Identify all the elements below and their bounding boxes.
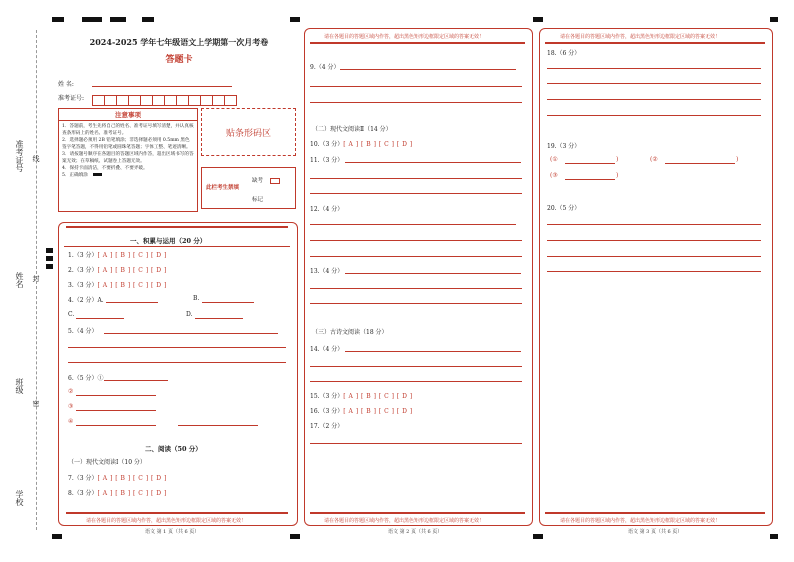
q13-line[interactable] [310,303,522,304]
q6-2-label: ② [68,388,74,395]
barcode-area-label: 贴条形码区 [225,128,271,139]
region-hint: 请在各题目的答题区域内作答，超出黑色矩形边框限定区域的答案无效！ [324,518,485,524]
q6-4-field[interactable] [76,425,156,426]
q14-label: 14.（4 分） [310,346,344,353]
q7-options[interactable]: [ A ] [ B ] [ C ] [ D ] [97,475,167,482]
section2-title: 二、阅读（50 分） [145,445,202,453]
q19-2-field[interactable] [665,163,735,164]
region-bar [310,42,525,44]
alignment-mark [770,17,778,22]
absent-warning: 此栏考生禁填 [206,185,240,191]
q17-label: 17.（2 分） [310,423,344,430]
q13-line[interactable] [345,273,521,274]
q6-4-label: ④ [68,418,74,425]
notice-item: 1．答题前，考生先将自己的姓名、准考证号填写清楚，并认真核查条形码上的姓名、准考证号。 [62,124,194,136]
q19-1-open: (① [550,156,558,163]
q10-options[interactable]: [ A ] [ B ] [ C ] [ D ] [343,141,413,148]
region-bar [310,512,525,514]
q12-line[interactable] [310,240,522,241]
exam-no-binding-label: 准考证号 [15,140,24,172]
q12-line[interactable] [310,224,516,225]
q12-label: 12.（4 分） [310,206,344,213]
q6-1-field[interactable] [104,380,168,381]
exam-title: 2024-2025 学年七年级语文上学期第一次月考卷 [89,37,269,47]
class-binding-label: 班级 [15,378,24,394]
alignment-mark [52,17,64,22]
q3-label: 3.（3 分） [68,282,98,289]
q20-line[interactable] [547,224,761,225]
notice-item: 2．选择题必须用 2B 铅笔填涂；非选择题必须用 0.5mm 黑色签字笔答题，不得用铅笔或圆珠笔答题；字体工整、笔迹清晰。 [62,138,191,150]
q20-line[interactable] [547,240,761,241]
q9-line[interactable] [310,102,522,103]
region-bar [66,512,288,514]
q4a-field[interactable] [106,302,158,303]
alignment-mark [290,534,300,539]
q4b-field[interactable] [202,302,254,303]
q2-label: 2.（3 分） [68,267,98,274]
q18-label: 18.（6 分） [547,50,581,57]
q19-3-field[interactable] [565,179,615,180]
region-bar [66,226,288,228]
q8-label: 8.（3 分） [68,490,98,497]
q6-3-field[interactable] [76,410,156,411]
q19-1-close: ) [616,156,619,163]
q8-row [68,488,167,497]
notice-title: 注意事项 [59,109,197,121]
q4d-field[interactable] [195,318,243,319]
region-hint: 请在各题目的答题区域内作答，超出黑色矩形边框限定区域的答案无效！ [324,34,485,40]
q8-options[interactable]: [ A ] [ B ] [ C ] [ D ] [97,490,167,497]
alignment-mark [46,256,53,261]
sheet-title: 答题卡 [165,55,193,65]
q19-1-field[interactable] [565,163,615,164]
q10-label: 10.（3 分） [310,141,344,148]
filled-example-icon [93,173,102,176]
region-bar [545,512,765,514]
reading3-subtitle: （三）古诗文阅读（18 分） [312,329,388,336]
q6-4-field-2[interactable] [178,425,258,426]
q5-line[interactable] [68,347,286,348]
q1-options[interactable]: [ A ] [ B ] [ C ] [ D ] [97,252,167,259]
q15-row [310,391,413,400]
page-footer: 语文 第 1 页（共 6 页） [145,529,200,535]
region-hint: 请在各题目的答题区域内作答，超出黑色矩形边框限定区域的答案无效！ [560,518,721,524]
seal-char-feng: 封 [32,275,40,282]
region-hint: 请在各题目的答题区域内作答，超出黑色矩形边框限定区域的答案无效！ [560,34,721,40]
q13-line[interactable] [310,288,522,289]
q5-label: 5.（4 分） [68,328,98,335]
q6-2-field[interactable] [76,395,156,396]
mark-label: 标记 [252,197,264,203]
barcode-area [201,108,296,156]
q13-label: 13.（4 分） [310,268,344,275]
page-footer: 语文 第 2 页（共 6 页） [388,529,443,535]
q3-row [68,280,167,289]
q10-row [310,139,413,148]
reading1-subtitle: （一）现代文阅读Ⅰ（10 分） [68,459,146,466]
q18-line[interactable] [547,115,761,116]
q19-3-open: (③ [550,172,558,179]
q19-label: 19.（3 分） [547,143,581,150]
q7-row [68,473,167,482]
q9-line[interactable] [310,86,522,87]
absent-box [201,167,296,209]
q4-label: 4.（2 分）A. [68,297,104,304]
q1-label: 1.（3 分） [68,252,98,259]
q2-row [68,265,167,274]
q2-options[interactable]: [ A ] [ B ] [ C ] [ D ] [97,267,167,274]
q11-label: 11.（3 分） [310,157,344,164]
notice-item: 5．正确填涂 [62,173,88,178]
q6-label: 6.（5 分）① [68,375,104,382]
q19-2-close: ) [736,156,739,163]
q4c-field[interactable] [76,318,124,319]
q11-line[interactable] [310,178,522,179]
q14-line[interactable] [310,381,522,382]
q5-line[interactable] [104,333,278,334]
q14-line[interactable] [310,366,522,367]
q14-line[interactable] [345,351,521,352]
q4b-label: B. [193,295,200,302]
q1-row [68,250,167,259]
divider [64,246,290,247]
name-binding-label: 姓名 [15,272,24,288]
school-binding-label: 学校 [15,490,24,506]
q5-line[interactable] [68,362,286,363]
q16-label: 16.（3 分） [310,408,344,415]
q7-label: 7.（3 分） [68,475,98,482]
q11-line[interactable] [310,193,522,194]
q16-options[interactable]: [ A ] [ B ] [ C ] [ D ] [343,408,413,415]
exam-no-label: 准考证号: [58,95,85,102]
reading2-subtitle: （二）现代文阅读Ⅱ（14 分） [312,126,392,133]
q20-line[interactable] [547,256,761,257]
alignment-mark [82,17,102,22]
notice-box [58,108,198,212]
q16-row [310,406,413,415]
page-footer: 语文 第 3 页（共 6 页） [628,529,683,535]
q18-line[interactable] [547,99,761,100]
q6-3-label: ③ [68,403,74,410]
q4c-label: C. [68,311,75,318]
alignment-mark [533,17,543,22]
region-hint: 请在各题目的答题区域内作答，超出黑色矩形边框限定区域的答案无效！ [86,518,247,524]
q17-line[interactable] [310,443,522,444]
alignment-mark [770,534,778,539]
section1-title: 一、积累与运用（20 分） [130,237,207,245]
q18-line[interactable] [547,83,761,84]
answer-region-3 [539,28,773,526]
q15-label: 15.（3 分） [310,393,344,400]
name-label: 姓 名: [58,81,74,88]
q20-line[interactable] [547,271,761,272]
q15-options[interactable]: [ A ] [ B ] [ C ] [ D ] [343,393,413,400]
q12-line[interactable] [310,256,522,257]
q4d-label: D. [186,311,193,318]
q20-label: 20.（5 分） [547,205,581,212]
absent-label: 缺考 [252,178,264,184]
region-bar [545,42,765,44]
q19-3-close: ) [616,172,619,179]
exam-no-boxes[interactable] [92,90,236,109]
notice-item: 4．保持卡面清洁，不要折叠、不要弄破。 [62,166,148,171]
q18-line[interactable] [547,68,761,69]
q9-label: 9.（4 分） [310,64,340,71]
alignment-mark [142,17,154,22]
alignment-mark [290,17,300,22]
alignment-mark [110,17,126,22]
alignment-mark [46,264,53,269]
q3-options[interactable]: [ A ] [ B ] [ C ] [ D ] [97,282,167,289]
absent-checkbox[interactable] [270,178,280,184]
q9-line[interactable] [340,69,516,70]
alignment-mark [533,534,543,539]
notice-item: 3．请按题号顺序在各题目的答题区域内作答，超出区域书写的答案无效；在草稿纸、试题卷上答题无效。 [62,152,194,164]
alignment-mark [46,248,53,253]
seal-char-xian: 线 [32,155,40,162]
q19-2-open: (② [650,156,658,163]
seal-char-mi: 密 [32,400,40,407]
q11-line[interactable] [345,162,521,163]
alignment-mark [52,534,62,539]
name-field[interactable] [92,86,232,87]
